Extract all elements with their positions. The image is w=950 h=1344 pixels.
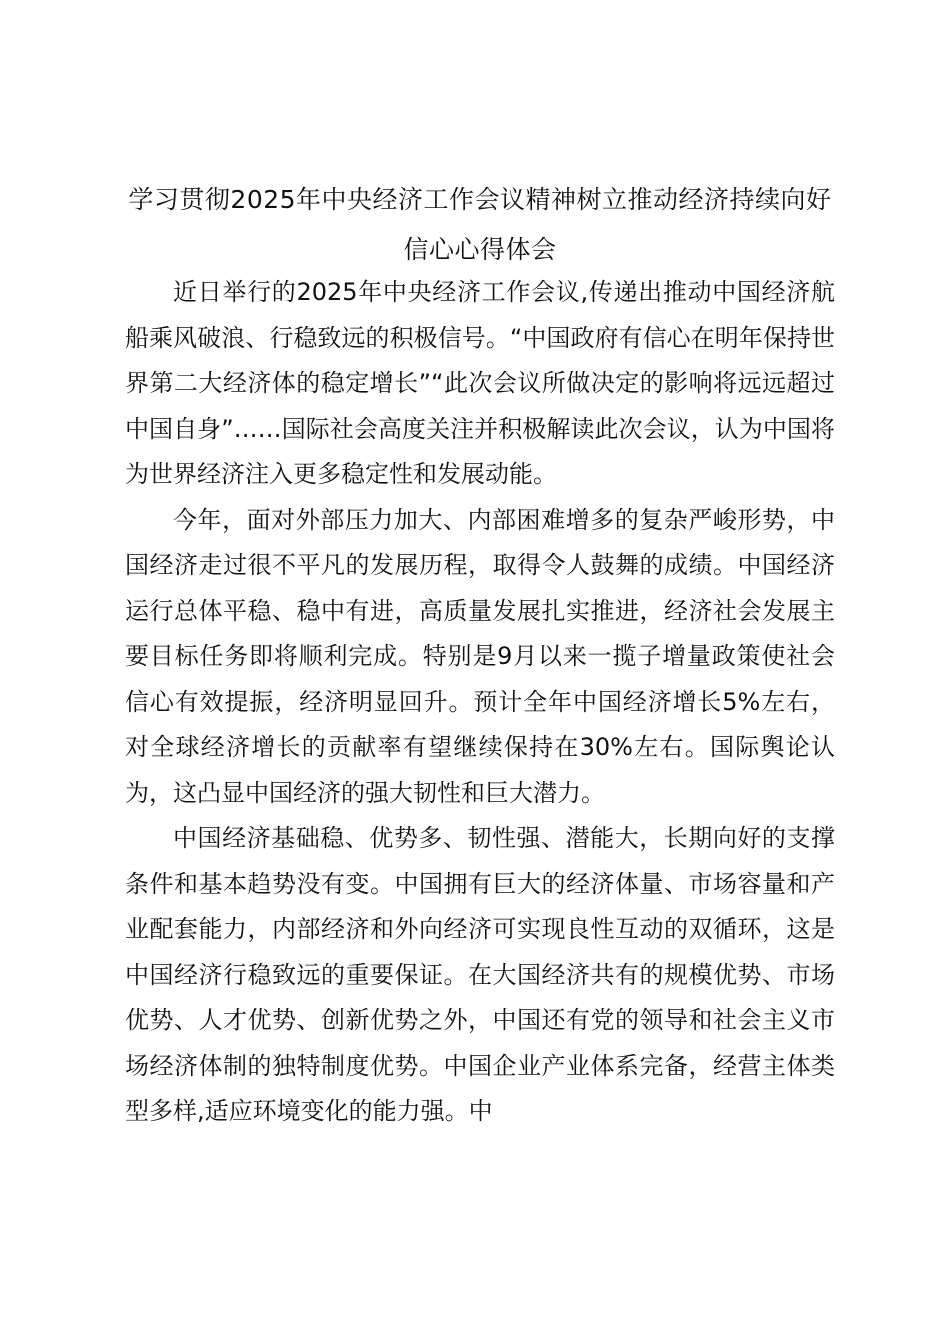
paragraph-3: 中国经济基础稳、优势多、韧性强、潜能大，长期向好的支撑条件和基本趋势没有变。中国拥有巨大的经济体量、市场容量和产业配套能力，内部经济和外向经济可实现良性互动的双循环，这是中国经济行稳致远的重要保证。在大国经济共有的规模优势、市场优势、人才优势、创新优势之外，中国还有党的领导和社会主义市场经济体制的独特制度优势。中国企业产业体系完备，经营主体类型多样,适应环境变化的能力强。中 xyxy=(125,824,835,1125)
paragraph-1: 近日举行的2025年中央经济工作会议,传递出推动中国经济航船乘风破浪、行稳致远的积极信号。“中国政府有信心在明年保持世界第二大经济体的稳定增长”“此次会议所做决定的影响将远远超过中国自身”……国际社会高度关注并积极解读此次会议，认为中国将为世界经济注入更多稳定性和发展动能。 xyxy=(125,278,835,488)
document-title: 学习贯彻2025年中央经济工作会议精神树立推动经济持续向好信心心得体会 xyxy=(128,185,832,264)
document-body xyxy=(125,270,835,1135)
paragraph-2: 今年，面对外部压力加大、内部困难增多的复杂严峻形势，中国经济走过很不平凡的发展历程，取得令人鼓舞的成绩。中国经济运行总体平稳、稳中有进，高质量发展扎实推进，经济社会发展主要目标任务即将顺利完成。特别是9月以来一揽子增量政策使社会信心有效提振，经济明显回升。预计全年中国经济增长5%左右，对全球经济增长的贡献率有望继续保持在30%左右。国际舆论认为，这凸显中国经济的强大韧性和巨大潜力。 xyxy=(125,505,835,807)
